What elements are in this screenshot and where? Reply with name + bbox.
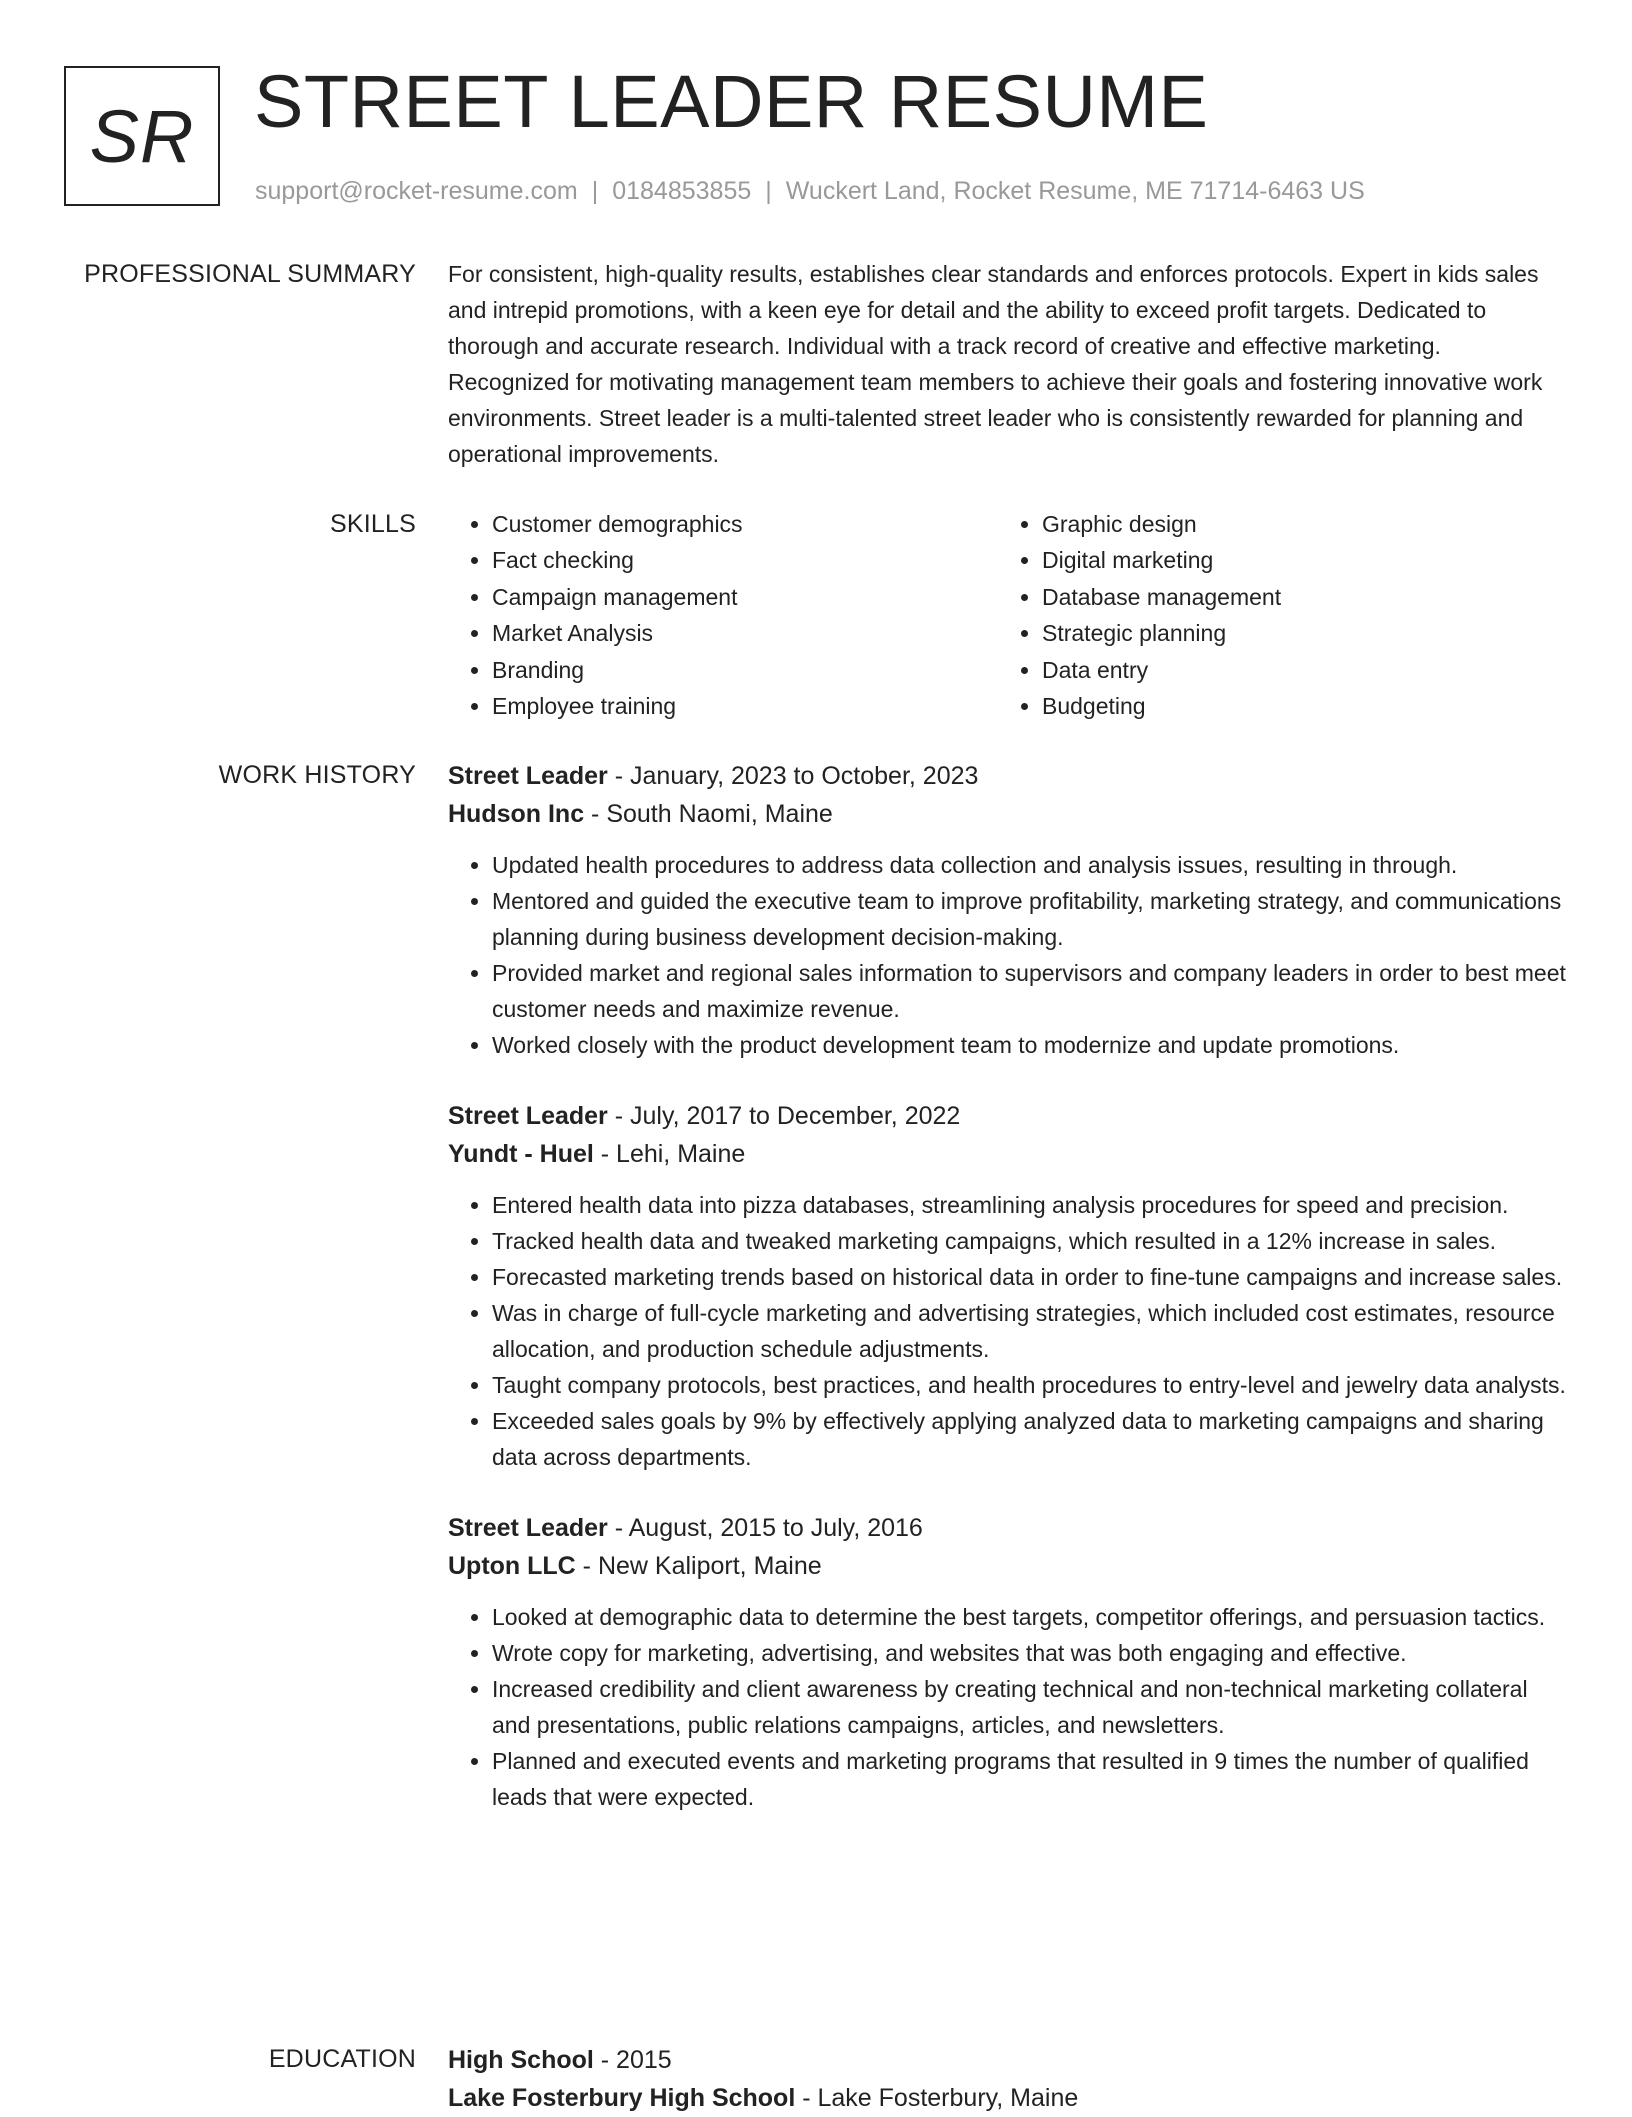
job-role: Street Leader: [448, 1102, 608, 1130]
job-bullet: • Looked at demographic data to determine the best targets, competitor offerings, and persuasion tactics.: [492, 1599, 1568, 1635]
job-dates: - July, 2017 to December, 2022: [607, 1102, 961, 1130]
job-role: Street Leader: [448, 1514, 608, 1542]
job-title-line: [448, 1097, 1568, 1135]
skill-item: • Fact checking: [492, 542, 998, 578]
job-company-line: [448, 1547, 1568, 1585]
job-company: Upton LLC: [448, 1552, 576, 1580]
job-entry: [448, 757, 1568, 1063]
education-heading: EDUCATION: [268, 2045, 416, 2073]
skill-item: • Campaign management: [492, 579, 998, 615]
job-location: - South Naomi, Maine: [584, 800, 833, 828]
education-year: - 2015: [593, 2046, 672, 2074]
job-bullet: • Was in charge of full-cycle marketing and advertising strategies, which included cost estimates, resource allocation, and production schedule adjustments.: [492, 1295, 1568, 1367]
skill-item: • Graphic design: [1042, 506, 1548, 542]
work-history-heading: WORK HISTORY: [218, 761, 416, 789]
education-location: - Lake Fosterbury, Maine: [795, 2084, 1079, 2112]
job-role: Street Leader: [448, 762, 608, 790]
skills-list-right: [998, 506, 1548, 724]
job-dates: - August, 2015 to July, 2016: [607, 1514, 923, 1542]
job-bullet: • Worked closely with the product development team to modernize and update promotions.: [492, 1027, 1568, 1063]
job-bullets: [448, 1599, 1568, 1815]
education-school: Lake Fosterbury High School: [448, 2084, 796, 2112]
skills-heading: SKILLS: [330, 510, 416, 538]
contact-email: support@rocket-resume.com: [255, 177, 578, 205]
education-degree: High School: [448, 2046, 594, 2074]
job-bullet: • Entered health data into pizza databases, streamlining analysis procedures for speed and precision.: [492, 1187, 1568, 1223]
job-bullet: • Taught company protocols, best practices, and health procedures to entry-level and jewelry data analysts.: [492, 1367, 1568, 1403]
skill-item: • Database management: [1042, 579, 1548, 615]
job-bullet: • Tracked health data and tweaked marketing campaigns, which resulted in a 12% increase in sales.: [492, 1223, 1568, 1259]
job-title-line: [448, 757, 1568, 795]
job-location: - Lehi, Maine: [593, 1140, 746, 1168]
job-company-line: [448, 1135, 1568, 1173]
education-degree-line: [448, 2041, 1568, 2079]
job-bullet: • Exceeded sales goals by 9% by effectively applying analyzed data to marketing campaigns and sharing data across departments.: [492, 1403, 1568, 1475]
job-bullet: • Planned and executed events and marketing programs that resulted in 9 times the number of qualified leads that were expected.: [492, 1743, 1568, 1815]
job-entry: [448, 1097, 1568, 1475]
job-bullets: [448, 1187, 1568, 1475]
job-bullets: [448, 847, 1568, 1063]
skill-item: • Strategic planning: [1042, 615, 1548, 651]
skills-columns: [448, 506, 1568, 724]
job-bullet: • Wrote copy for marketing, advertising, and websites that was both engaging and effective.: [492, 1635, 1568, 1671]
monogram-badge: SR: [64, 66, 220, 206]
job-company: Hudson Inc: [448, 800, 585, 828]
job-dates: - January, 2023 to October, 2023: [607, 762, 979, 790]
job-bullet: • Forecasted marketing trends based on historical data in order to fine-tune campaigns and increase sales.: [492, 1259, 1568, 1295]
job-company: Yundt - Huel: [448, 1140, 594, 1168]
education-body: [448, 2041, 1568, 2117]
contact-address: Wuckert Land, Rocket Resume, ME 71714-6463 US: [785, 177, 1365, 205]
job-entry: [448, 1509, 1568, 1815]
job-bullet: • Mentored and guided the executive team to improve profitability, marketing strategy, and communications planning during business development decision-making.: [492, 883, 1568, 955]
skill-item: • Digital marketing: [1042, 542, 1548, 578]
job-bullet: • Provided market and regional sales information to supervisors and company leaders in order to best meet customer needs and maximize revenue.: [492, 955, 1568, 1027]
job-location: - New Kaliport, Maine: [575, 1552, 822, 1580]
skill-item: • Branding: [492, 652, 998, 688]
work-history-body: [448, 757, 1568, 1849]
skill-item: • Budgeting: [1042, 688, 1548, 724]
skill-item: • Customer demographics: [492, 506, 998, 542]
skills-list-left: [448, 506, 998, 724]
education-school-line: [448, 2079, 1568, 2117]
job-company-line: [448, 795, 1568, 833]
job-title-line: [448, 1509, 1568, 1547]
summary-body: [448, 256, 1568, 472]
contact-line: [255, 174, 1365, 208]
contact-phone: 0184853855: [612, 177, 752, 205]
resume-title: STREET LEADER RESUME: [254, 60, 1209, 143]
job-bullet: • Updated health procedures to address data collection and analysis issues, resulting in through.: [492, 847, 1568, 883]
job-bullet: • Increased credibility and client awareness by creating technical and non-technical marketing collateral and presentations, public relations campaigns, articles, and newsletters.: [492, 1671, 1568, 1743]
summary-text: For consistent, high-quality results, establishes clear standards and enforces protocols. Expert in kids sales and intrepid promotions, with a keen eye for detail and the ability to exceed profit targets. Dedicated to thorough and accurate research. Individual with a track record of creative and effective marketing. Recognized for motivating management team members to achieve their goals and fostering innovative work environments. Street leader is a multi-talented street leader who is consistently rewarded for planning and operational improvements.: [448, 261, 1543, 467]
contact-separator: |: [765, 177, 772, 205]
skill-item: • Market Analysis: [492, 615, 998, 651]
summary-heading: PROFESSIONAL SUMMARY: [84, 260, 416, 288]
skill-item: • Data entry: [1042, 652, 1548, 688]
contact-separator: |: [591, 177, 599, 205]
skills-body: [448, 506, 1568, 724]
skill-item: • Employee training: [492, 688, 998, 724]
